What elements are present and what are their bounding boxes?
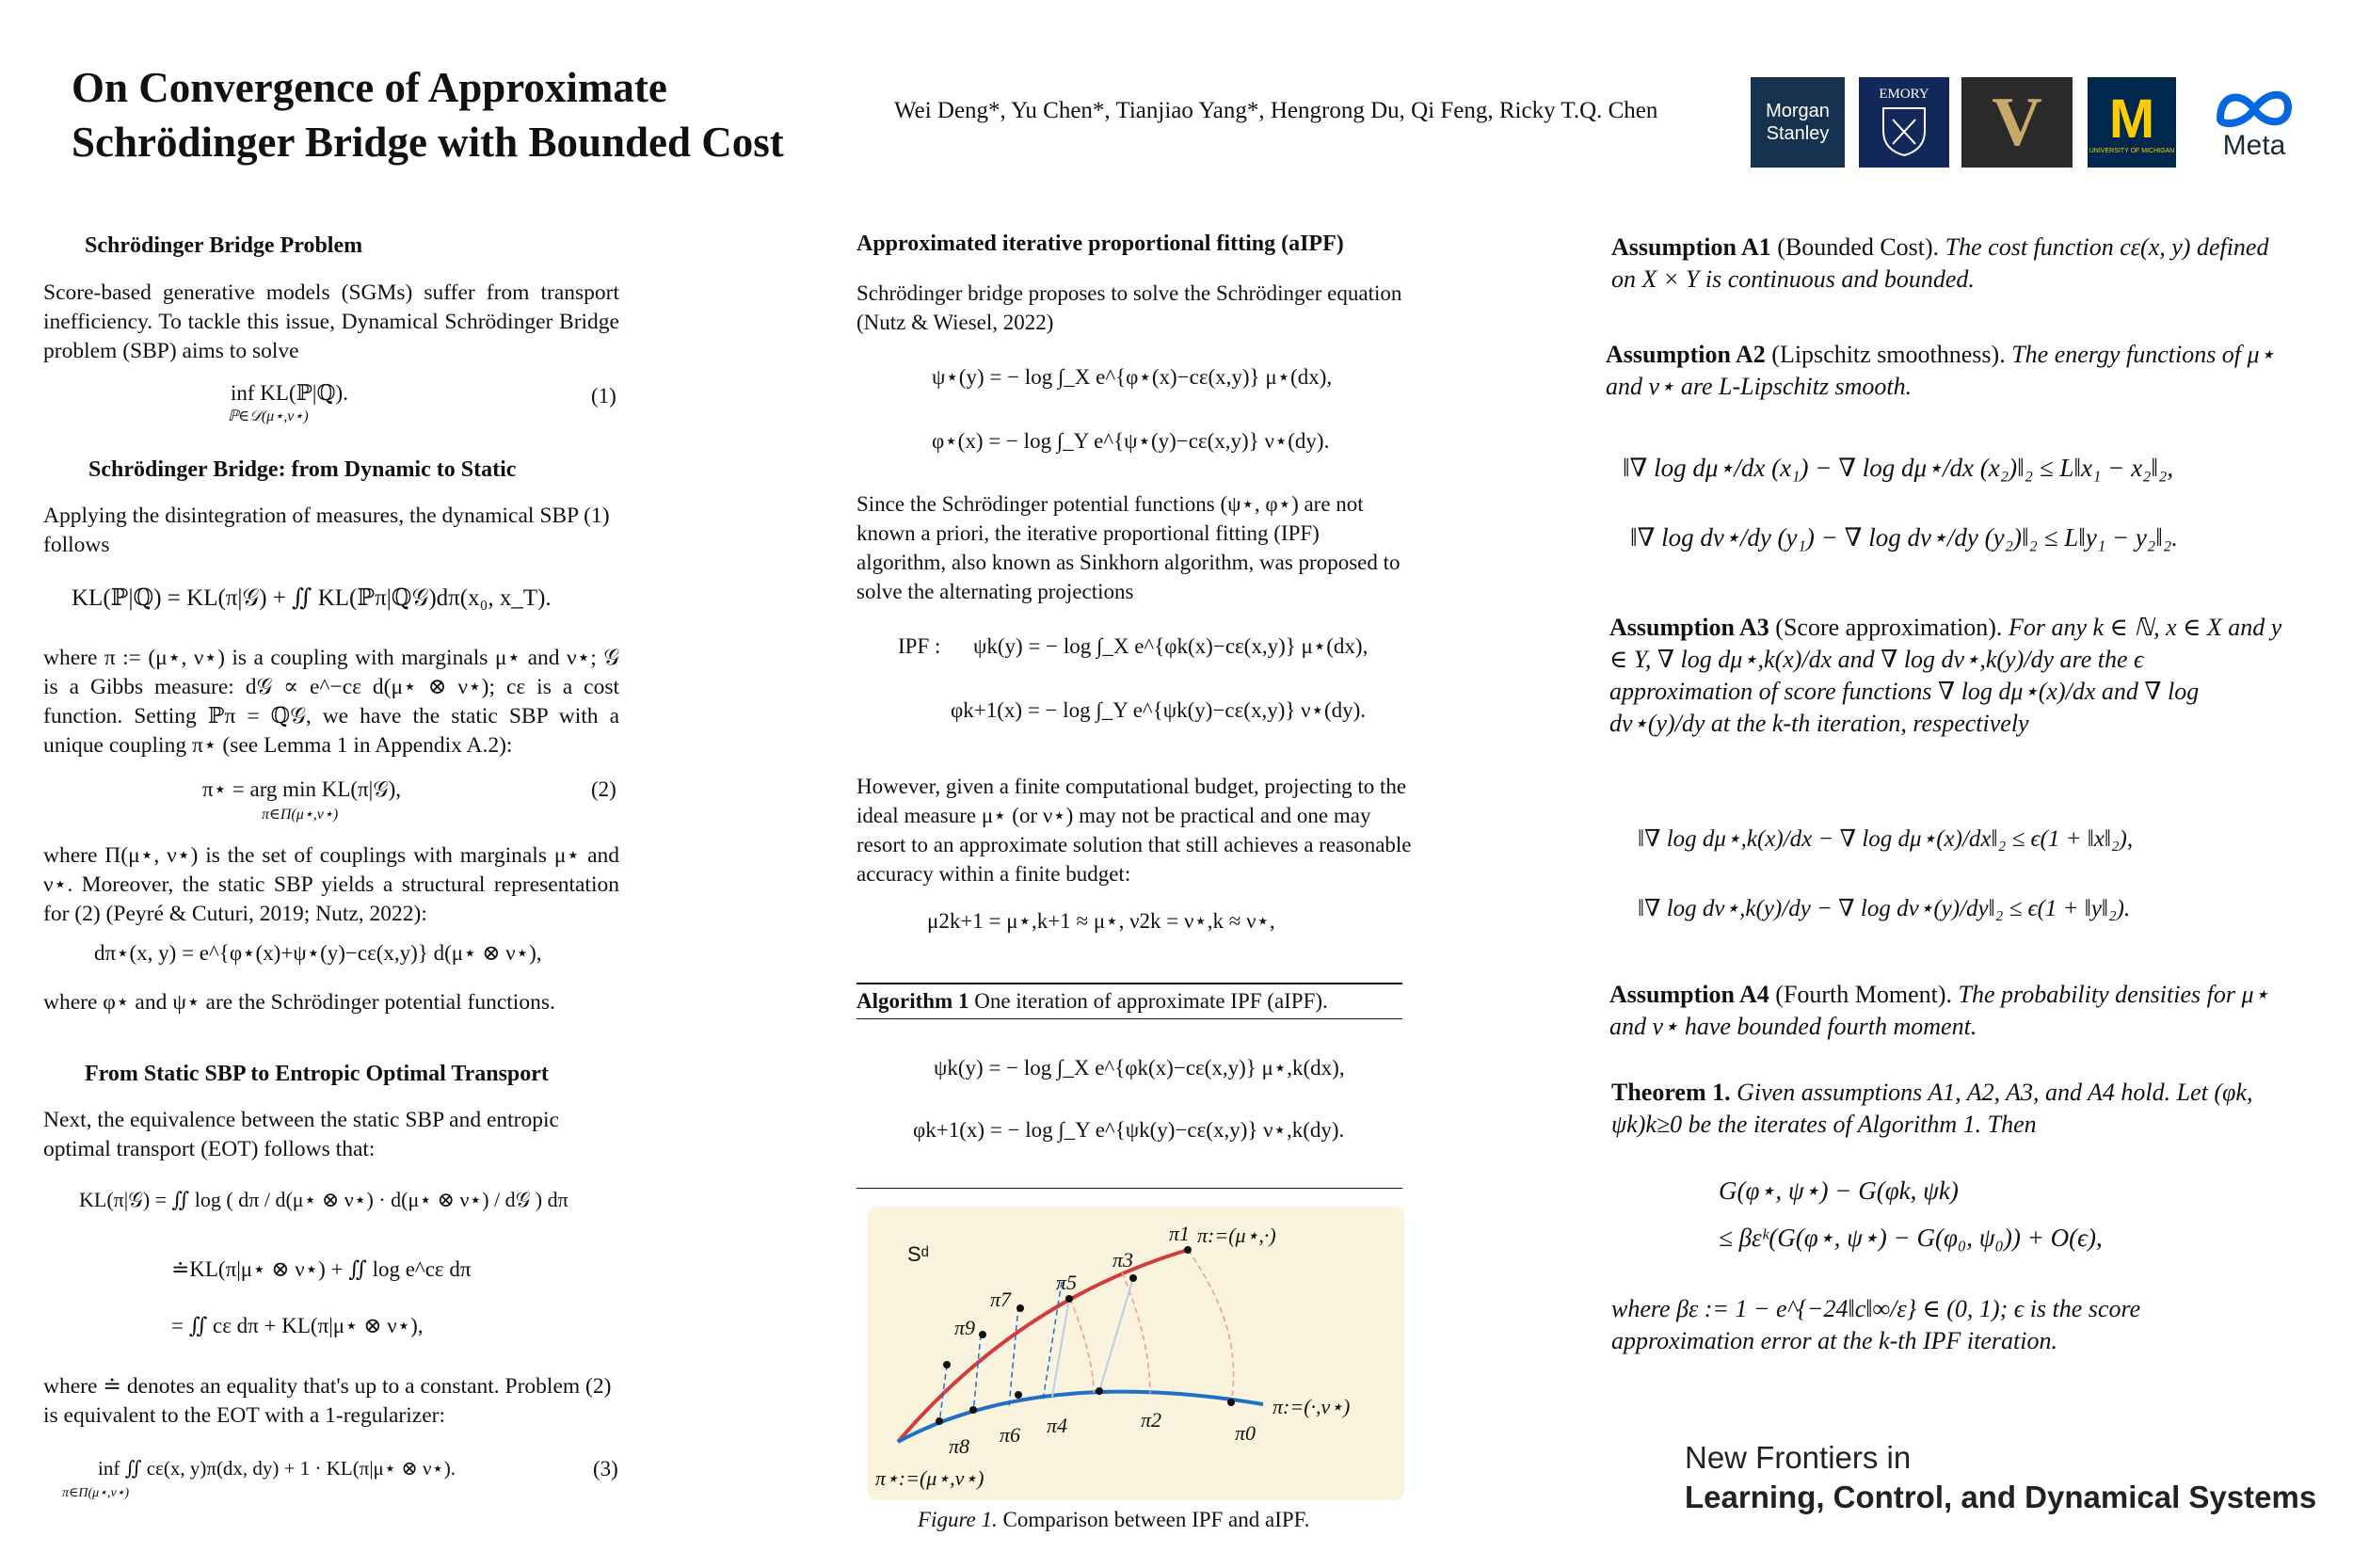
assumption-a4 (1609, 979, 2287, 1043)
col2-equation-4b: φk+1(x) = − log ∫_Y e^{ψk(y)−cε(x,y)} ν⋆,k(dy). (913, 1118, 1345, 1142)
col1-equation-6-subscript: π∈Π(μ⋆,ν⋆) (62, 1486, 130, 1500)
col1-paragraph-2: Applying the disintegration of measures, the dynamical SBP (1) follows (43, 504, 610, 557)
col1-equation-1: inf KL(ℙ|ℚ). (231, 381, 348, 405)
ipf-path (1070, 1299, 1094, 1393)
assumption-a3-eq1: ‖∇ log dμ⋆,k(x)/dx − ∇ log dμ⋆(x)/dx‖₂ ≤ ϵ(1 + ‖x‖₂), (1638, 826, 2134, 852)
point-label: π7 (990, 1288, 1012, 1311)
theorem-1-eq2: ≤ βεᵏ(G(φ⋆, ψ⋆) − G(φ₀, ψ₀)) + O(ϵ), (1719, 1224, 2103, 1252)
section-heading-dynamic-static: Schrödinger Bridge: from Dynamic to Static (88, 457, 517, 482)
authors: Wei Deng*, Yu Chen*, Tianjiao Yang*, Hengrong Du, Qi Feng, Ricky T.Q. Chen (894, 98, 1658, 123)
assumption-a1-name: (Bounded Cost). (1777, 233, 1940, 261)
theorem-1 (1611, 1077, 2289, 1141)
col1-equation-5b: ≐KL(π|μ⋆ ⊗ ν⋆) + ∬ log e^cε dπ (171, 1257, 472, 1281)
point-label: π9 (954, 1316, 976, 1339)
theorem-1-title: Theorem 1. (1611, 1079, 1731, 1106)
figure-caption-text: Comparison between IPF and aIPF. (1002, 1508, 1310, 1531)
col1-equation-2: KL(ℙ|ℚ) = KL(π|𝒢) + ∬ KL(ℙπ|ℚ𝒢)dπ(x₀, x_T). (72, 585, 552, 611)
title-line-2: Schrödinger Bridge with Bounded Cost (72, 119, 784, 166)
morgan-stanley-logo-text: Morgan Stanley (1766, 101, 1830, 144)
aipf-path (1009, 1306, 1018, 1406)
col2-paragraph-2: Since the Schrödinger potential functions (ψ⋆, φ⋆) are not known a priori, the iterative proportional fitting (IPF) algorithm, also known as Sinkhorn algorithm, was proposed to solve the alternating projections (856, 492, 1401, 603)
aipf-path (973, 1335, 981, 1414)
equation-number-2: (2) (591, 777, 616, 801)
morgan-stanley-logo (1751, 77, 1845, 168)
emory-crest-icon (1876, 103, 1932, 159)
algorithm-mid-rule (856, 1018, 1402, 1019)
aipf-path (1099, 1278, 1133, 1391)
algorithm-label: Algorithm 1 (856, 989, 969, 1013)
figure-labels (875, 1222, 1350, 1490)
col1-paragraph-5: where φ⋆ and ψ⋆ are the Schrödinger potential functions. (43, 990, 555, 1015)
theorem-1-text: Given assumptions A1, A2, A3, and A4 hold. Let (φk, ψk)k≥0 be the iterates of Algorithm 1. Then (1611, 1079, 2253, 1138)
assumption-a2-title: Assumption A2 (1606, 341, 1766, 368)
assumption-a3 (1609, 612, 2287, 740)
point-label: π5 (1056, 1271, 1078, 1294)
point-label: π0 (1235, 1421, 1257, 1445)
aipf-path (1052, 1299, 1069, 1397)
emory-logo (1859, 77, 1949, 168)
col1-equation-3-subscript: π∈Π(μ⋆,ν⋆) (262, 807, 339, 823)
section-heading-sbp: Schrödinger Bridge Problem (85, 233, 363, 258)
title-line-1: On Convergence of Approximate (72, 64, 667, 111)
meta-logo (2193, 77, 2315, 168)
workshop-footer-line-2: Learning, Control, and Dynamical Systems (1685, 1480, 2317, 1514)
vanderbilt-logo (1961, 77, 2073, 168)
equation-number-1: (1) (591, 384, 616, 408)
col1-equation-5c: = ∬ cε dπ + KL(π|μ⋆ ⊗ ν⋆), (171, 1314, 424, 1337)
algorithm-top-rule (856, 983, 1402, 984)
assumption-a3-title: Assumption A3 (1609, 614, 1769, 641)
theorem-1-eq1: G(φ⋆, ψ⋆) − G(φk, ψk) (1719, 1176, 1959, 1205)
col2-equation-1b: φ⋆(x) = − log ∫_Y e^{ψ⋆(y)−cε(x,y)} ν⋆(dy). (932, 429, 1330, 453)
michigan-logo-text: M (2108, 88, 2155, 150)
theorem-1-conclusion-text: where βε := 1 − e^{−24‖c‖∞/ε} ∈ (0, 1); ϵ is the score approximation error at the k-th IPF iteration. (1611, 1295, 2141, 1354)
ipf-path (1188, 1250, 1234, 1402)
col2-paragraph-1: Schrödinger bridge proposes to solve the Schrödinger equation (Nutz & Wiesel, 2022) (856, 281, 1402, 334)
col1-equation-6: inf ∬ cε(x, y)π(dx, dy) + 1 · KL(π|μ⋆ ⊗ ν⋆). (98, 1457, 456, 1480)
figure-diagram (868, 1207, 1404, 1500)
col2-equation-3: μ2k+1 = μ⋆,k+1 ≈ μ⋆, ν2k = ν⋆,k ≈ ν⋆, (927, 909, 1275, 933)
assumption-a2-eq2: ‖∇ log dν⋆/dy (y₁) − ∇ log dν⋆/dy (y₂)‖₂ ≤ L‖y₁ − y₂‖₂. (1630, 523, 2179, 552)
assumption-a4-name: (Fourth Moment). (1775, 981, 1953, 1008)
col2-equation-2b: φk+1(x) = − log ∫_Y e^{ψk(y)−cε(x,y)} ν⋆(dy). (951, 698, 1367, 722)
space-label: Sᵈ (907, 1242, 929, 1266)
emory-logo-text: EMORY (1879, 86, 1929, 102)
assumption-a2-name: (Lipschitz smoothness). (1771, 341, 2006, 368)
col1-equation-1-subscript: ℙ∈𝒟(μ⋆,ν⋆) (228, 408, 309, 424)
assumption-a1-title: Assumption A1 (1611, 233, 1771, 261)
theorem-1-conclusion (1611, 1293, 2289, 1357)
col1-equation-5a: KL(π|𝒢) = ∬ log ( dπ / d(μ⋆ ⊗ ν⋆) · d(μ⋆ ⊗ ν⋆) / d𝒢 ) dπ (79, 1188, 568, 1211)
star-label: π⋆:=(μ⋆,ν⋆) (875, 1466, 984, 1490)
col2-paragraph-3: However, given a finite computational budget, projecting to the ideal measure μ⋆ (or ν⋆) may not be practical and one may resort to an approximate solution that still achieves a reasonable accuracy within a finite budget: (856, 775, 1412, 886)
assumption-a3-eq2: ‖∇ log dν⋆,k(y)/dy − ∇ log dν⋆(y)/dy‖₂ ≤ ϵ(1 + ‖y‖₂). (1638, 896, 2131, 921)
meta-logo-text: Meta (2222, 130, 2286, 161)
col1-paragraph-4: where Π(μ⋆, ν⋆) is the set of couplings with marginals μ⋆ and ν⋆. Moreover, the static SBP yields a structural representation for (2) (Peyré & Cuturi, 2019; Nutz, 2022): (43, 843, 619, 926)
point-label: π3 (1112, 1248, 1134, 1272)
point-label: π6 (1000, 1423, 1021, 1447)
section-heading-eot: From Static SBP to Entropic Optimal Transport (85, 1062, 549, 1086)
algorithm-bottom-rule (856, 1188, 1402, 1189)
bottom-curve-label: π:=(·,ν⋆) (1273, 1395, 1351, 1418)
algorithm-caption: One iteration of approximate IPF (aIPF). (974, 989, 1328, 1013)
assumption-a2 (1606, 339, 2293, 403)
assumption-a3-text: For any k ∈ ℕ, x ∈ X and y ∈ Y, ∇ log dμ⋆,k(x)/dx and ∇ log dν⋆,k(y)/dy are the ϵ approximation of score functions ∇ log dμ⋆(x)/dx and ∇ log dν⋆(y)/dy at the k-th iteration, respectively (1609, 614, 2282, 737)
col1-equation-4: dπ⋆(x, y) = e^{φ⋆(x)+ψ⋆(y)−cε(x,y)} d(μ⋆ ⊗ ν⋆), (94, 941, 542, 965)
assumption-a3-name: (Score approximation). (1775, 614, 2003, 641)
assumption-a1 (1611, 232, 2289, 296)
col1-paragraph-3: where π := (μ⋆, ν⋆) is a coupling with marginals μ⋆ and ν⋆; 𝒢 is a Gibbs measure: d𝒢 ∝ e^−cε d(μ⋆ ⊗ ν⋆); cε is a cost function. Setting ℙπ = ℚ𝒢, we have the static SBP with a unique coupling π⋆ (see Lemma 1 in Appendix A.2): (43, 646, 619, 758)
col2-equation-1a: ψ⋆(y) = − log ∫_X e^{φ⋆(x)−cε(x,y)} μ⋆(dx), (932, 365, 1333, 389)
workshop-footer (1685, 1438, 2316, 1517)
assumption-a2-text: The energy functions of μ⋆ and ν⋆ are L-Lipschitz smooth. (1606, 341, 2275, 400)
algorithm-title (856, 986, 1412, 1016)
col1-paragraph-6: Next, the equivalence between the static SBP and entropic optimal transport (EOT) follows that: (43, 1108, 559, 1161)
point-label: π1 (1169, 1222, 1191, 1245)
assumption-a2-eq1: ‖∇ log dμ⋆/dx (x₁) − ∇ log dμ⋆/dx (x₂)‖₂ ≤ L‖x₁ − x₂‖₂, (1623, 454, 2174, 482)
point-label: π8 (949, 1434, 970, 1458)
iterate-points (936, 1246, 1235, 1425)
top-curve-label: π:=(μ⋆,·) (1197, 1224, 1276, 1247)
col2-equation-4a: ψk(y) = − log ∫_X e^{φk(x)−cε(x,y)} μ⋆,k(dx), (934, 1056, 1345, 1080)
assumption-a1-text: The cost function cε(x, y) defined on X × Y is continuous and bounded. (1611, 233, 2269, 293)
michigan-logo (2088, 77, 2176, 168)
col1-paragraph-7: where ≐ denotes an equality that's up to a constant. Problem (2) is equivalent to the EOT with a 1-regularizer: (43, 1374, 612, 1428)
ipf-path (1122, 1272, 1150, 1395)
assumption-a4-title: Assumption A4 (1609, 981, 1769, 1008)
col1-equation-3: π⋆ = arg min KL(π|𝒢), (202, 777, 402, 801)
meta-infinity-icon (2209, 85, 2299, 132)
aipf-path (1043, 1282, 1062, 1400)
point-label: π2 (1141, 1408, 1162, 1432)
figure-caption (918, 1508, 1309, 1532)
figure-caption-label: Figure 1. (918, 1508, 998, 1531)
poster-title (72, 60, 900, 169)
point-label: π4 (1047, 1414, 1068, 1437)
figure-ipf-vs-aipf (868, 1207, 1404, 1500)
vanderbilt-logo-text: V (1992, 83, 2042, 161)
col2-equation-2a: ψk(y) = − log ∫_X e^{φk(x)−cε(x,y)} μ⋆(dx), (973, 634, 1369, 658)
equation-number-3: (3) (593, 1457, 618, 1480)
assumption-a4-text: The probability densities for μ⋆ and ν⋆ have bounded fourth moment. (1609, 981, 2269, 1040)
ipf-label: IPF : (898, 634, 941, 658)
workshop-footer-line-1: New Frontiers in (1685, 1440, 1912, 1475)
michigan-logo-subtext: UNIVERSITY OF MICHIGAN (2089, 147, 2175, 154)
col1-paragraph-1: Score-based generative models (SGMs) suffer from transport inefficiency. To tackle this issue, Dynamical Schrödinger Bridge problem (SBP) aims to solve (43, 280, 619, 363)
section-heading-aipf: Approximated iterative proportional fitting (aIPF) (856, 232, 1344, 256)
